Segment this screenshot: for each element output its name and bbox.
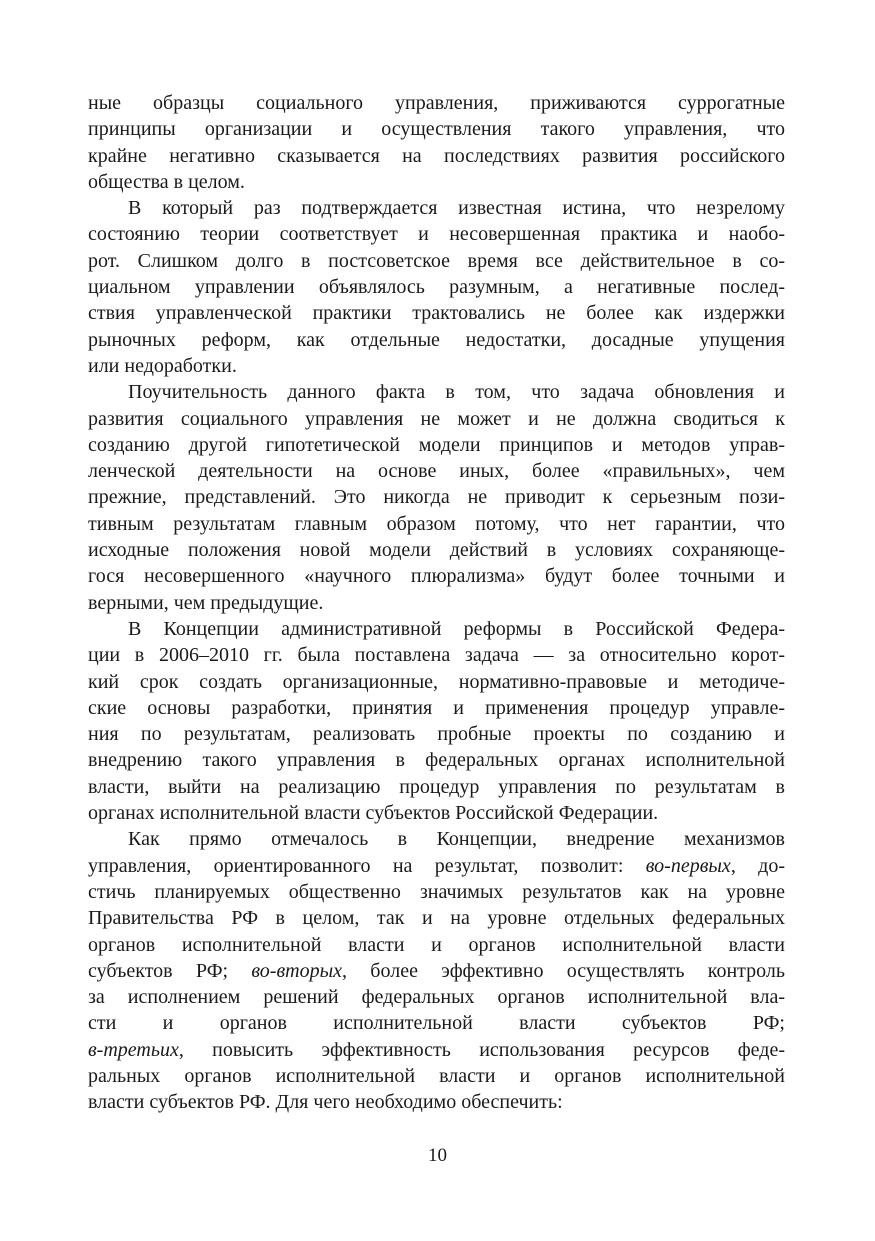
text-run: за исполнением решений федеральных органов исполнительной вла-: [88, 986, 785, 1009]
paragraph: [88, 616, 785, 826]
italic-text: во-первых: [645, 854, 731, 877]
text-line: ные образцы социального управления, приживаются суррогатные: [88, 92, 785, 114]
text-line: верными, чем предыдущие.: [88, 591, 324, 614]
text-run: сти и органов исполнительной власти субъектов РФ;: [88, 1012, 785, 1035]
text-line: прежние, представлений. Это никогда не приводит к серьезным пози-: [88, 486, 785, 509]
text-line: крайне негативно сказывается на последствиях развития российского: [88, 144, 785, 167]
text-run: стичь планируемых общественно значимых результатов как на уровне: [88, 880, 785, 903]
text-line: [88, 984, 785, 1010]
text-line: общества в целом.: [88, 170, 245, 193]
text-line: [88, 1063, 785, 1089]
text-line: рыночных реформ, как отдельные недостатки, досадные упущения: [88, 328, 785, 351]
text-line: рот. Слишком долго в постсоветское время все действительное в со-: [88, 249, 785, 272]
italic-text: в-третьих: [88, 1038, 179, 1061]
text-line: исходные положения новой модели действий в условиях сохраняюще-: [88, 539, 785, 562]
text-run: управления, ориентированного на результат, позволит:: [88, 854, 646, 877]
text-line: кий срок создать организационные, нормативно-правовые и методиче-: [88, 670, 785, 693]
text-line: [88, 879, 785, 905]
text-line: ствия управленческой практики трактовались не более как издержки: [88, 302, 785, 325]
text-run: Правительства РФ в целом, так и на уровне отдельных федеральных: [88, 907, 785, 930]
text-run: , более эффективно осуществлять контроль: [342, 959, 785, 982]
text-line: [88, 853, 785, 879]
text-line: ции в 2006–2010 гг. была поставлена задача — за относительно корот-: [88, 644, 785, 667]
text-run: органов исполнительной власти и органов исполнительной власти: [88, 933, 785, 956]
text-line: [88, 1010, 785, 1036]
text-run: власти субъектов РФ. Для чего необходимо обеспечить:: [88, 1091, 563, 1114]
text-line: гося несовершенного «научного плюрализма» будут более точными и: [88, 565, 785, 588]
text-line: [88, 1037, 785, 1063]
paragraph: [88, 90, 785, 195]
text-run: ральных органов исполнительной власти и органов исполнительной: [88, 1064, 785, 1087]
text-line: тивным результатам главным образом потому, что нет гарантии, что: [88, 512, 785, 535]
text-run: , до-: [730, 854, 786, 877]
text-line: состоянию теории соответствует и несовершенная практика и наобо-: [88, 223, 785, 246]
text-line: [88, 958, 785, 984]
text-line: внедрению такого управления в федеральных органах исполнительной: [88, 749, 785, 772]
text-line: [88, 932, 785, 958]
text-line: власти, выйти на реализацию процедур управления по результатам в: [88, 775, 785, 798]
paragraph: [88, 379, 785, 616]
text-line: циальном управлении объявлялось разумным, а негативные послед-: [88, 276, 785, 299]
paragraph: [88, 195, 785, 379]
text-run: , повысить эффективность использования ресурсов феде-: [178, 1038, 785, 1061]
text-line: Поучительность данного факта в том, что задача обновления и: [128, 381, 785, 404]
text-line: или недоработки.: [88, 354, 237, 377]
paragraph: [88, 826, 785, 1115]
text-line: [88, 1089, 785, 1115]
text-line: [88, 905, 785, 931]
text-line: В который раз подтверждается известная истина, что незрелому: [128, 197, 785, 220]
page-number: 10: [428, 1145, 447, 1166]
text-line: ские основы разработки, принятия и применения процедур управле-: [88, 696, 785, 719]
page-body: [88, 90, 785, 1116]
text-line: В Концепции административной реформы в Российской Федера-: [128, 617, 785, 640]
text-line: [88, 826, 785, 852]
text-line: органах исполнительной власти субъектов Российской Федерации.: [88, 802, 659, 825]
text-run: Как прямо отмечалось в Концепции, внедрение механизмов: [128, 828, 785, 851]
italic-text: во-вторых: [251, 959, 342, 982]
text-line: созданию другой гипотетической модели принципов и методов управ-: [88, 433, 785, 456]
text-line: ния по результатам, реализовать пробные проекты по созданию и: [88, 723, 785, 746]
text-line: ленческой деятельности на основе иных, более «правильных», чем: [88, 460, 785, 483]
text-line: принципы организации и осуществления такого управления, что: [88, 118, 785, 141]
text-line: развития социального управления не может и не должна сводиться к: [88, 407, 785, 430]
text-run: субъектов РФ;: [88, 959, 252, 982]
